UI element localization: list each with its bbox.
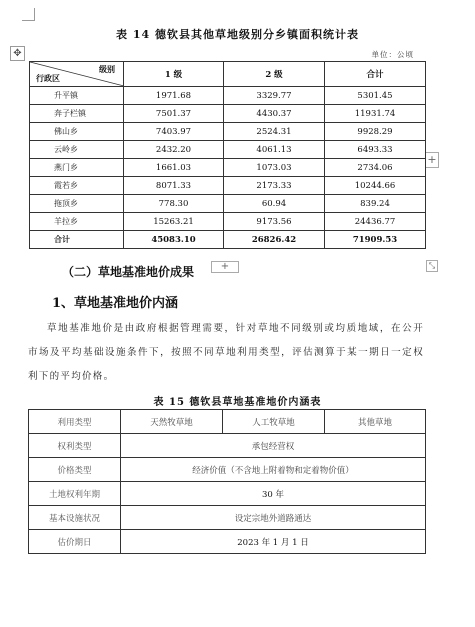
cell-level2: 3329.77 bbox=[224, 87, 325, 105]
table14-title: 表 14 德钦县其他草地级别分乡镇面积统计表 bbox=[116, 28, 359, 41]
cell-level2: 60.94 bbox=[224, 195, 325, 213]
table-move-handle-icon[interactable]: ✥ bbox=[10, 46, 25, 61]
table14-unit: 单位：公顷 bbox=[371, 50, 414, 59]
table-row bbox=[29, 482, 426, 506]
table-row bbox=[29, 506, 426, 530]
cell-level1: 1971.68 bbox=[124, 87, 224, 105]
cell-level1: 1661.03 bbox=[124, 159, 224, 177]
cell-total: 2734.06 bbox=[325, 159, 426, 177]
total-sum: 71909.53 bbox=[325, 231, 426, 249]
table14-col-header: 1 级 bbox=[124, 62, 224, 87]
use-type-cell: 其他草地 bbox=[325, 410, 426, 434]
term-value: 30 年 bbox=[121, 482, 426, 506]
add-column-icon[interactable]: + bbox=[425, 152, 439, 168]
row-area: 佛山乡 bbox=[30, 123, 124, 141]
table14-total-row bbox=[30, 231, 426, 249]
table14-header-row bbox=[30, 62, 426, 87]
cell-total: 839.24 bbox=[325, 195, 426, 213]
row-area: 云岭乡 bbox=[30, 141, 124, 159]
table-row bbox=[30, 87, 426, 105]
corner-label-level: 级别 bbox=[99, 64, 115, 74]
cell-level2: 2524.31 bbox=[224, 123, 325, 141]
use-type-cell: 天然牧草地 bbox=[121, 410, 223, 434]
cell-level1: 2432.20 bbox=[124, 141, 224, 159]
cell-level1: 7501.37 bbox=[124, 105, 224, 123]
valuation-date-value: 2023 年 1 月 1 日 bbox=[121, 530, 426, 554]
cell-level2: 4430.37 bbox=[224, 105, 325, 123]
corner-label-area: 行政区 bbox=[36, 73, 60, 83]
table14-col-header: 合计 bbox=[325, 62, 426, 87]
use-type-cell: 人工牧草地 bbox=[223, 410, 325, 434]
cell-level2: 2173.33 bbox=[224, 177, 325, 195]
table-row bbox=[30, 195, 426, 213]
label-valuation-date: 估价期日 bbox=[29, 530, 121, 554]
row-area: 拖顶乡 bbox=[30, 195, 124, 213]
price-value: 经济价值（不含地上附着物和定着物价值） bbox=[121, 458, 426, 482]
row-area: 奔子栏镇 bbox=[30, 105, 124, 123]
cell-level1: 7403.97 bbox=[124, 123, 224, 141]
cell-level2: 9173.56 bbox=[224, 213, 325, 231]
cell-total: 11931.74 bbox=[325, 105, 426, 123]
cell-total: 6493.33 bbox=[325, 141, 426, 159]
label-rights-type: 权利类型 bbox=[29, 434, 121, 458]
table-row bbox=[30, 141, 426, 159]
infrastructure-value: 设定宗地外道路通达 bbox=[121, 506, 426, 530]
subsection-heading: 1、草地基准地价内涵 bbox=[52, 296, 179, 311]
table-row bbox=[30, 105, 426, 123]
row-area: 霞若乡 bbox=[30, 177, 124, 195]
cell-level2: 4061.13 bbox=[224, 141, 325, 159]
page-corner-mark bbox=[22, 8, 35, 21]
cell-level1: 8071.33 bbox=[124, 177, 224, 195]
cell-level1: 15263.21 bbox=[124, 213, 224, 231]
rights-value: 承包经营权 bbox=[121, 434, 426, 458]
table-row bbox=[29, 458, 426, 482]
table-row bbox=[30, 177, 426, 195]
table-row bbox=[29, 530, 426, 554]
cell-level1: 778.30 bbox=[124, 195, 224, 213]
cell-total: 24436.77 bbox=[325, 213, 426, 231]
cell-total: 5301.45 bbox=[325, 87, 426, 105]
table-row bbox=[30, 123, 426, 141]
section-heading: （二）草地基准地价成果 bbox=[62, 265, 195, 279]
add-row-icon[interactable]: + bbox=[211, 261, 239, 273]
table14 bbox=[29, 61, 426, 249]
table14-col-header: 2 级 bbox=[224, 62, 325, 87]
cell-total: 9928.29 bbox=[325, 123, 426, 141]
label-term: 土地权利年期 bbox=[29, 482, 121, 506]
total-level1: 45083.10 bbox=[124, 231, 224, 249]
table-row bbox=[30, 213, 426, 231]
label-use-type: 利用类型 bbox=[29, 410, 121, 434]
table14-corner-cell bbox=[30, 62, 124, 87]
table-resize-icon[interactable]: ⤡ bbox=[426, 260, 438, 272]
row-area: 燕门乡 bbox=[30, 159, 124, 177]
table-row bbox=[29, 434, 426, 458]
row-area: 羊拉乡 bbox=[30, 213, 124, 231]
cell-total: 10244.66 bbox=[325, 177, 426, 195]
total-level2: 26826.42 bbox=[224, 231, 325, 249]
label-infrastructure: 基本设施状况 bbox=[29, 506, 121, 530]
table15-title: 表 15 德钦县草地基准地价内涵表 bbox=[153, 397, 322, 408]
total-label: 合计 bbox=[30, 231, 124, 249]
table-row bbox=[30, 159, 426, 177]
table15 bbox=[28, 409, 426, 554]
label-price-type: 价格类型 bbox=[29, 458, 121, 482]
cell-level2: 1073.03 bbox=[224, 159, 325, 177]
body-paragraph: 草地基准地价是由政府根据管理需要，针对草地不同级别或均质地域，在公开市场及平均基础设施条件下，按照不同草地利用类型，评估测算于某一期日一定权利下的平均价格。 bbox=[28, 323, 424, 382]
row-area: 升平镇 bbox=[30, 87, 124, 105]
table-row bbox=[29, 410, 426, 434]
